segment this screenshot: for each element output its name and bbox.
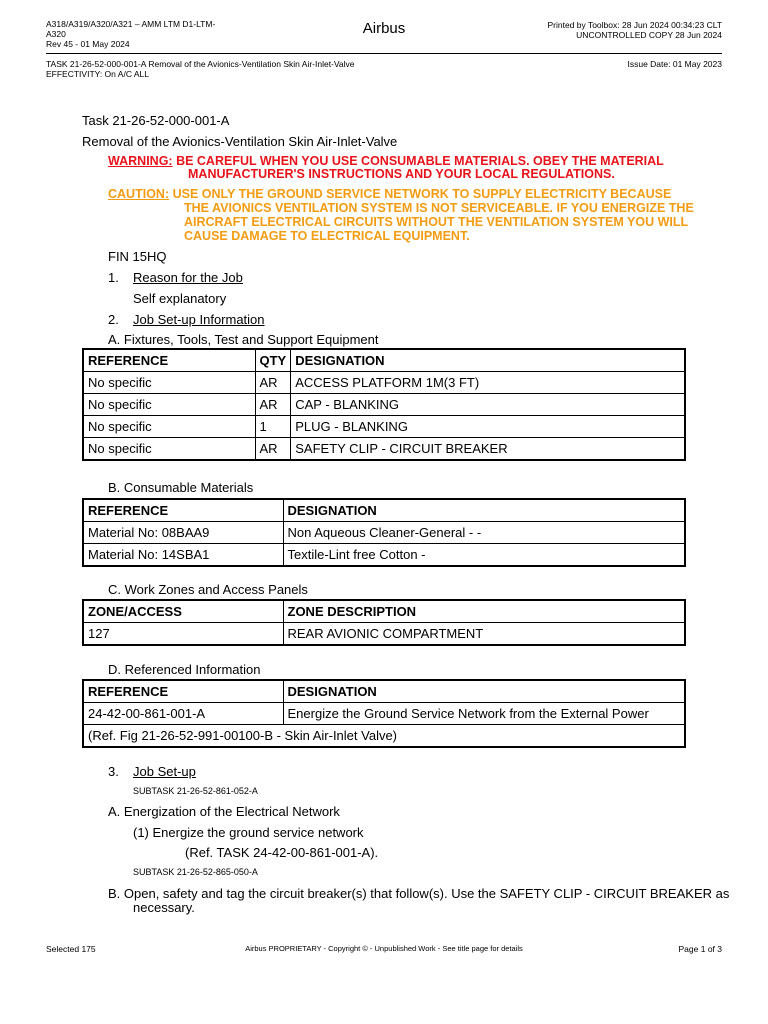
subsection-b-title: B. Consumable Materials bbox=[108, 480, 254, 495]
section-1-text: Self explanatory bbox=[133, 291, 227, 306]
task-title: Task 21-26-52-000-001-A bbox=[82, 113, 230, 128]
step-a-title: A. Energization of the Electrical Network bbox=[108, 804, 340, 819]
doc-identifier: A318/A319/A320/A321 – AMM LTM D1-LTM- bbox=[46, 19, 216, 29]
table-cell: REAR AVIONIC COMPARTMENT bbox=[283, 623, 685, 646]
column-header: REFERENCE bbox=[83, 499, 283, 522]
table-cell: SAFETY CLIP - CIRCUIT BREAKER bbox=[291, 438, 685, 461]
column-header: QTY bbox=[255, 349, 291, 372]
uncontrolled-copy: UNCONTROLLED COPY 28 Jun 2024 bbox=[576, 30, 722, 40]
page-number: Page 1 of 3 bbox=[678, 944, 722, 954]
table-row bbox=[83, 394, 685, 416]
consumables-table bbox=[82, 498, 686, 567]
tools-table bbox=[82, 348, 686, 461]
table-row bbox=[83, 522, 685, 544]
zones-table bbox=[82, 599, 686, 646]
subsection-d-title: D. Referenced Information bbox=[108, 662, 261, 677]
table-cell: No specific bbox=[83, 394, 255, 416]
table-cell: PLUG - BLANKING bbox=[291, 416, 685, 438]
table-cell: Material No: 08BAA9 bbox=[83, 522, 283, 544]
section-2-title: Job Set-up Information bbox=[133, 312, 265, 327]
subsection-c-title: C. Work Zones and Access Panels bbox=[108, 582, 308, 597]
header-right bbox=[547, 20, 722, 40]
table-cell: 1 bbox=[255, 416, 291, 438]
step-b-line-1: B. Open, safety and tag the circuit breaker(s) that follow(s). Use the SAFETY CLIP - CIRCUIT BREAKER as bbox=[108, 886, 730, 901]
step-a1-text: (1) Energize the ground service network bbox=[133, 825, 364, 840]
step-a1-reference: (Ref. TASK 24-42-00-861-001-A). bbox=[185, 845, 379, 860]
table-cell: CAP - BLANKING bbox=[291, 394, 685, 416]
figure-reference: (Ref. Fig 21-26-52-991-00100-B - Skin Air-Inlet Valve) bbox=[83, 725, 685, 748]
table-cell: AR bbox=[255, 372, 291, 394]
column-header: REFERENCE bbox=[83, 680, 283, 703]
subtask-id: SUBTASK 21-26-52-861-052-A bbox=[133, 786, 258, 796]
column-header: ZONE DESCRIPTION bbox=[283, 600, 685, 623]
caution-line-3: AIRCRAFT ELECTRICAL CIRCUITS WITHOUT THE VENTILATION SYSTEM YOU WILL bbox=[184, 215, 689, 229]
caution-label: CAUTION: bbox=[108, 187, 170, 201]
task-meta bbox=[46, 59, 355, 79]
table-cell: AR bbox=[255, 394, 291, 416]
section-3-title: Job Set-up bbox=[133, 764, 196, 779]
table-row bbox=[83, 623, 685, 646]
subtask-id: SUBTASK 21-26-52-865-050-A bbox=[133, 867, 258, 877]
table-row bbox=[83, 725, 685, 748]
task-subtitle: Removal of the Avionics-Ventilation Skin Air-Inlet-Valve bbox=[82, 134, 398, 149]
revision: Rev 45 - 01 May 2024 bbox=[46, 39, 130, 49]
column-header: DESIGNATION bbox=[283, 499, 685, 522]
warning-label: WARNING: bbox=[108, 154, 173, 168]
footer-selected: Selected 175 bbox=[46, 944, 96, 954]
table-cell: ACCESS PLATFORM 1M(3 FT) bbox=[291, 372, 685, 394]
subsection-a-title: A. Fixtures, Tools, Test and Support Equipment bbox=[108, 332, 379, 347]
header-rule bbox=[46, 53, 722, 54]
warning-line-1: BE CAREFUL WHEN YOU USE CONSUMABLE MATERIALS. OBEY THE MATERIAL bbox=[176, 154, 664, 168]
table-row bbox=[83, 372, 685, 394]
table-cell: No specific bbox=[83, 416, 255, 438]
footer-proprietary: Airbus PROPRIETARY - Copyright © - Unpublished Work - See title page for details bbox=[245, 944, 523, 953]
column-header: DESIGNATION bbox=[283, 680, 685, 703]
caution-block bbox=[108, 188, 671, 202]
issue-date: Issue Date: 01 May 2023 bbox=[627, 59, 722, 69]
table-row bbox=[83, 438, 685, 461]
table-cell: Material No: 14SBA1 bbox=[83, 544, 283, 567]
step-b-line-2: necessary. bbox=[133, 900, 195, 915]
table-cell: No specific bbox=[83, 438, 255, 461]
table-header-row bbox=[83, 499, 685, 522]
references-table bbox=[82, 679, 686, 748]
section-1-number: 1. bbox=[108, 270, 119, 285]
printed-by: Printed by Toolbox: 28 Jun 2024 00:34:23 CLT bbox=[547, 20, 722, 30]
table-header-row bbox=[83, 600, 685, 623]
caution-line-2: THE AVIONICS VENTILATION SYSTEM IS NOT SERVICEABLE. IF YOU ENERGIZE THE bbox=[184, 201, 694, 215]
caution-line-4: CAUSE DAMAGE TO ELECTRICAL EQUIPMENT. bbox=[184, 229, 470, 243]
table-header-row bbox=[83, 349, 685, 372]
column-header: DESIGNATION bbox=[291, 349, 685, 372]
section-1-title: Reason for the Job bbox=[133, 270, 243, 285]
doc-identifier-cont: A320 bbox=[46, 29, 66, 39]
table-row bbox=[83, 416, 685, 438]
effectivity: EFFECTIVITY: On A/C ALL bbox=[46, 69, 149, 79]
task-reference: TASK 21-26-52-000-001-A Removal of the Avionics-Ventilation Skin Air-Inlet-Valve bbox=[46, 59, 355, 69]
table-cell: No specific bbox=[83, 372, 255, 394]
section-2-number: 2. bbox=[108, 312, 119, 327]
table-cell: Energize the Ground Service Network from the External Power bbox=[283, 703, 685, 725]
table-row bbox=[83, 544, 685, 567]
table-cell: Textile-Lint free Cotton - bbox=[283, 544, 685, 567]
table-cell: 127 bbox=[83, 623, 283, 646]
table-cell: Non Aqueous Cleaner-General - - bbox=[283, 522, 685, 544]
fin-number: FIN 15HQ bbox=[108, 249, 167, 264]
table-cell: AR bbox=[255, 438, 291, 461]
table-row bbox=[83, 703, 685, 725]
column-header: ZONE/ACCESS bbox=[83, 600, 283, 623]
header-title: Airbus bbox=[362, 20, 406, 37]
warning-line-2: MANUFACTURER'S INSTRUCTIONS AND YOUR LOCAL REGULATIONS. bbox=[188, 167, 615, 181]
section-3-number: 3. bbox=[108, 764, 119, 779]
table-header-row bbox=[83, 680, 685, 703]
caution-line-1: USE ONLY THE GROUND SERVICE NETWORK TO SUPPLY ELECTRICITY BECAUSE bbox=[172, 187, 672, 201]
column-header: REFERENCE bbox=[83, 349, 255, 372]
table-cell: 24-42-00-861-001-A bbox=[83, 703, 283, 725]
